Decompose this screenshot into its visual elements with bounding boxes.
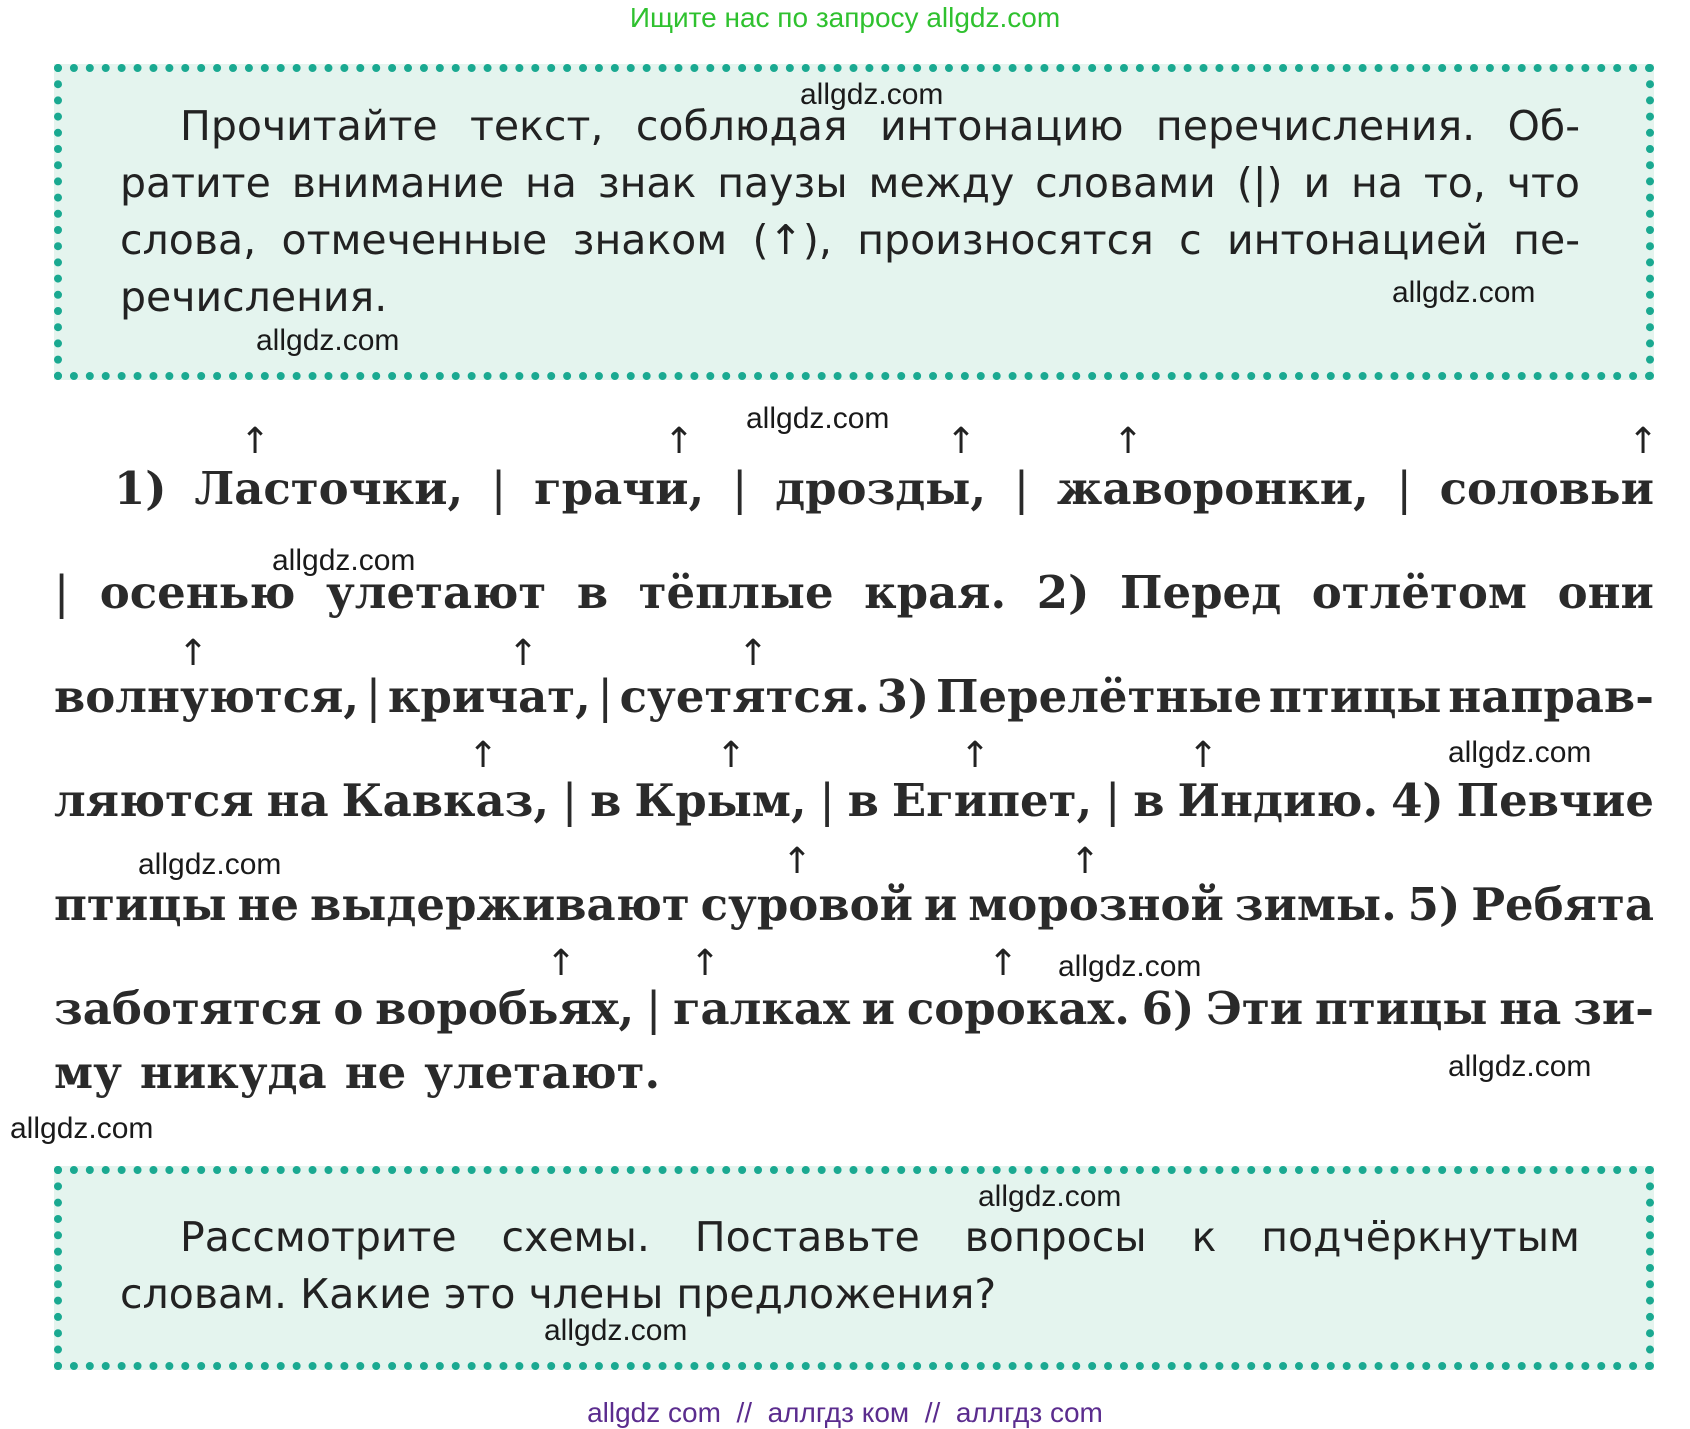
intonation-arrow-icon: ↑ <box>664 421 695 462</box>
word: Индию. <box>1177 774 1379 827</box>
text-line-7 <box>54 1046 1654 1099</box>
word: Кавказ, <box>341 774 550 827</box>
watermark: allgdz.com <box>746 402 890 435</box>
intonation-arrow-icon: ↑ <box>716 735 747 776</box>
intonation-arrow-icon: ↑ <box>1188 735 1219 776</box>
pause-mark: | <box>1396 462 1412 515</box>
word: Ласточки, <box>194 462 464 515</box>
pause-mark: | <box>819 774 835 827</box>
word: Перелётные <box>935 670 1263 723</box>
word: улетают. <box>424 1046 661 1099</box>
word: сороках. <box>906 982 1130 1035</box>
word: зи- <box>1573 982 1654 1035</box>
pause-mark: | <box>597 670 613 723</box>
word: направ- <box>1448 670 1654 723</box>
word: 4) <box>1391 774 1444 827</box>
word: воробьях, <box>375 982 635 1035</box>
word: заботятся <box>54 982 322 1035</box>
word: 3) <box>876 670 930 723</box>
footer-links[interactable]: allgdz com // аллгдз ком // аллгдз com <box>587 1397 1103 1428</box>
word: жаворонки, <box>1056 462 1369 515</box>
word: птицы <box>1268 670 1442 723</box>
word: Крым, <box>634 774 807 827</box>
word: птицы <box>54 878 227 931</box>
watermark: allgdz.com <box>256 324 400 357</box>
watermark: allgdz.com <box>138 848 282 881</box>
instruction-reading-text <box>120 98 1580 326</box>
word: в <box>1133 774 1165 827</box>
pause-mark: | <box>561 774 578 827</box>
word: галках <box>672 982 850 1035</box>
word: не <box>344 1046 407 1099</box>
intonation-arrow-icon: ↑ <box>1628 421 1659 462</box>
word: отлётом <box>1311 566 1528 619</box>
word: ляются <box>54 774 254 827</box>
word: осенью <box>99 566 296 619</box>
top-banner: Ищите нас по запросу allgdz.com <box>629 2 1061 33</box>
instruction-line: речисления. <box>120 273 388 321</box>
instruction-line: слова, отмеченные знаком (↑), произносятся с интонацией пе- <box>120 216 1580 264</box>
text-line-1 <box>54 462 1654 515</box>
word: Ребята <box>1471 878 1654 931</box>
watermark: allgdz.com <box>1392 276 1536 309</box>
word: 6) <box>1141 982 1195 1035</box>
watermark: allgdz.com <box>10 1112 154 1145</box>
word: 5) <box>1407 878 1461 931</box>
word: Египет, <box>891 774 1093 827</box>
intonation-arrow-icon: ↑ <box>468 735 499 776</box>
intonation-arrow-icon: ↑ <box>1113 421 1144 462</box>
watermark: allgdz.com <box>800 78 944 111</box>
word: Перед <box>1119 566 1282 619</box>
word: 2) <box>1036 566 1090 619</box>
word: тёплые <box>638 566 834 619</box>
text-line-3 <box>54 670 1654 723</box>
text-line-6 <box>54 982 1654 1035</box>
word: края. <box>864 566 1007 619</box>
pause-mark: | <box>365 670 382 723</box>
intonation-arrow-icon: ↑ <box>782 841 813 882</box>
intonation-arrow-icon: ↑ <box>690 943 721 984</box>
word: и <box>923 878 958 931</box>
intonation-arrow-icon: ↑ <box>178 633 209 674</box>
intonation-arrow-icon: ↑ <box>738 633 769 674</box>
word: грачи, <box>534 462 705 515</box>
intonation-arrow-icon: ↑ <box>1070 841 1101 882</box>
watermark: allgdz.com <box>1058 950 1202 983</box>
word: в <box>847 774 879 827</box>
word: волнуются, <box>54 670 360 723</box>
word: му <box>54 1046 122 1099</box>
text-line-5 <box>54 878 1654 931</box>
text-line-4 <box>54 774 1654 827</box>
word: они <box>1557 566 1654 619</box>
word: кричат, <box>387 670 591 723</box>
intonation-arrow-icon: ↑ <box>988 943 1019 984</box>
word: на <box>1499 982 1562 1035</box>
word: никуда <box>139 1046 327 1099</box>
watermark: allgdz.com <box>544 1314 688 1347</box>
word: Певчие <box>1456 774 1654 827</box>
intonation-arrow-icon: ↑ <box>546 943 577 984</box>
instruction-line: словам. Какие это члены предложения? <box>120 1270 997 1318</box>
word: в <box>576 566 609 619</box>
pause-mark: | <box>732 462 748 515</box>
word: морозной <box>968 878 1224 931</box>
instruction-line: Прочитайте текст, соблюдая интонацию перечисления. Об- <box>180 102 1580 150</box>
word: выдерживают <box>309 878 690 931</box>
instruction-schemes-text <box>120 1209 1580 1323</box>
intonation-arrow-icon: ↑ <box>240 421 271 462</box>
word: на <box>266 774 329 827</box>
word: суровой <box>700 878 913 931</box>
word: зимы. <box>1234 878 1397 931</box>
pause-mark: | <box>1105 774 1121 827</box>
pause-mark: | <box>54 566 70 619</box>
watermark: allgdz.com <box>978 1180 1122 1213</box>
intonation-arrow-icon: ↑ <box>508 633 539 674</box>
word: о <box>333 982 364 1035</box>
word: суетятся. <box>619 670 870 723</box>
word: соловьи <box>1439 462 1654 515</box>
instruction-line: ратите внимание на знак паузы между словами (|) и на то, что <box>120 159 1580 207</box>
intonation-arrow-icon: ↑ <box>946 421 977 462</box>
watermark: allgdz.com <box>1448 736 1592 769</box>
word: в <box>590 774 622 827</box>
watermark: allgdz.com <box>272 544 416 577</box>
word: улетают <box>326 566 547 619</box>
word: 1) <box>114 462 167 515</box>
intonation-arrow-icon: ↑ <box>960 735 991 776</box>
word: не <box>237 878 300 931</box>
word: птицы <box>1314 982 1488 1035</box>
word: Эти <box>1206 982 1304 1035</box>
pause-mark: | <box>491 462 507 515</box>
watermark: allgdz.com <box>1448 1050 1592 1083</box>
word: дрозды, <box>775 462 987 515</box>
instruction-line: Рассмотрите схемы. Поставьте вопросы к подчёркнутым <box>180 1213 1580 1261</box>
pause-mark: | <box>1013 462 1030 515</box>
word: и <box>861 982 896 1035</box>
pause-mark: | <box>645 982 662 1035</box>
